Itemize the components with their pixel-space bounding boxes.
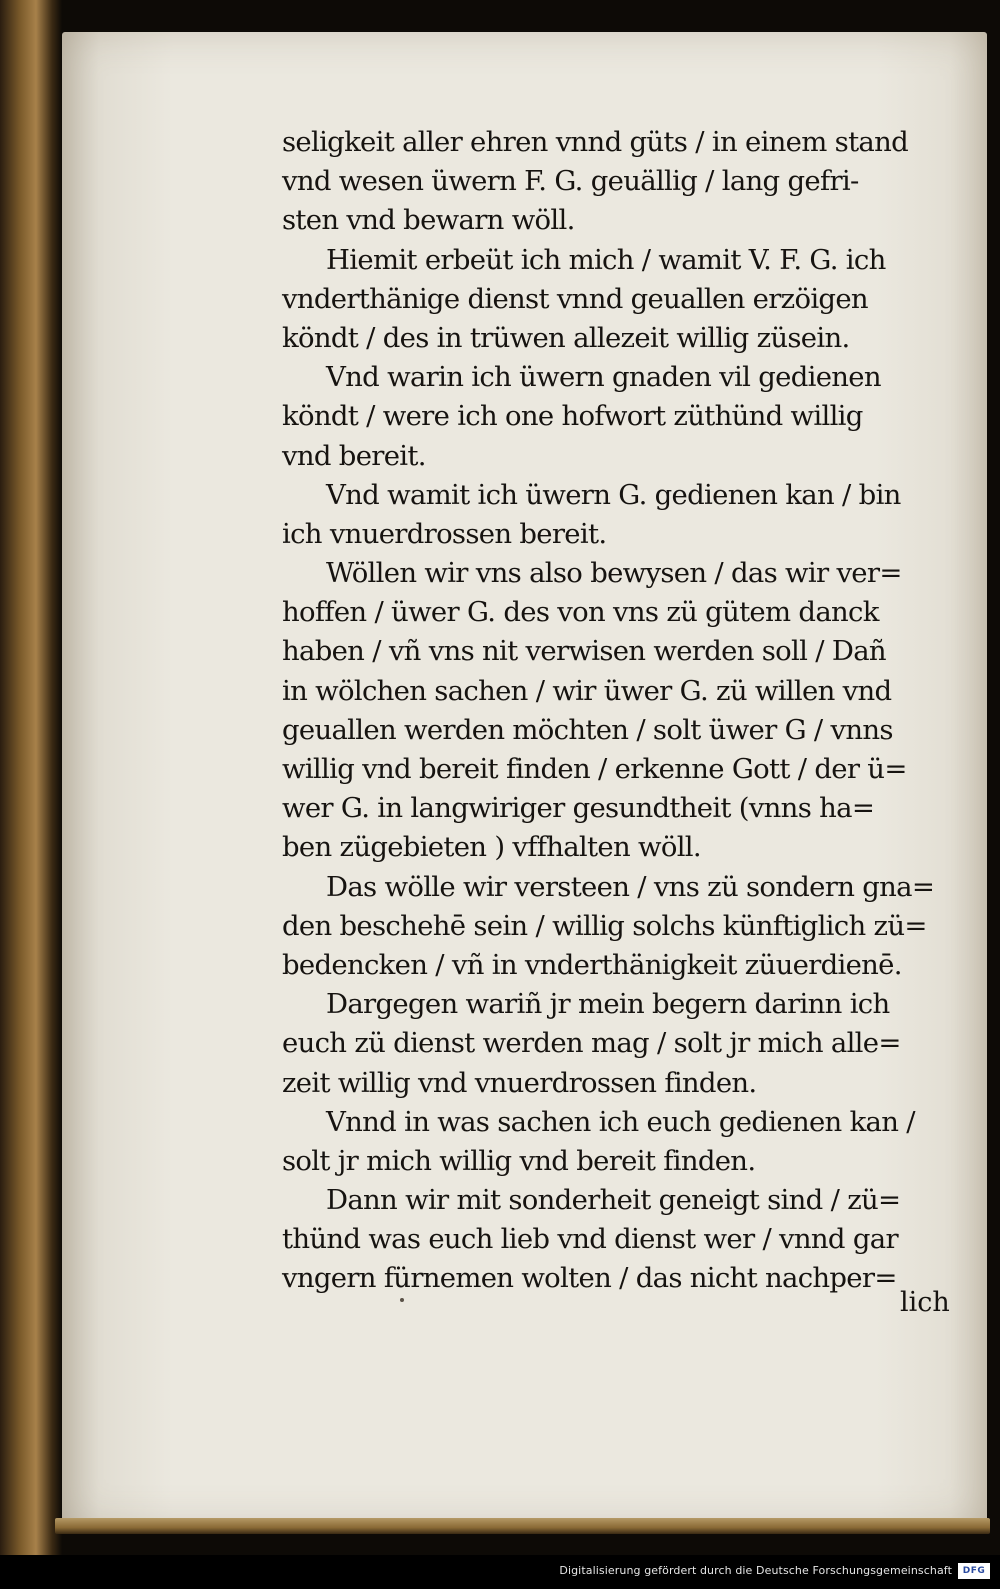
text-line: köndt / des in trüwen allezeit willig züsein. bbox=[282, 321, 850, 354]
text-line: hoffen / üwer G. des von vns zü gütem danck bbox=[282, 596, 879, 629]
text-line: Das wölle wir versteen / vns zü sondern gna= bbox=[326, 870, 935, 903]
text-line: wer G. in langwiriger gesundtheit (vnns ha= bbox=[282, 792, 875, 825]
ink-speck bbox=[400, 1298, 404, 1302]
text-line: vnderthänige dienst vnnd geuallen erzöigen bbox=[282, 282, 868, 315]
text-line: geuallen werden möchten / solt üwer G / vnns bbox=[282, 713, 893, 746]
page-edge bbox=[55, 1518, 990, 1534]
text-line: Vnnd in was sachen ich euch gedienen kan / bbox=[326, 1105, 915, 1138]
text-line: vngern fürnemen wolten / das nicht nachper= bbox=[282, 1262, 897, 1295]
text-line: Hiemit erbeüt ich mich / wamit V. F. G. ich bbox=[326, 243, 886, 276]
text-line: zeit willig vnd vnuerdrossen finden. bbox=[282, 1066, 757, 1099]
text-line: in wölchen sachen / wir üwer G. zü willen vnd bbox=[282, 674, 892, 707]
catchword: lich bbox=[900, 1287, 950, 1318]
text-line: Vnd warin ich üwern gnaden vil gedienen bbox=[326, 361, 881, 394]
page-text bbox=[282, 123, 952, 1299]
text-line: vnd bereit. bbox=[282, 439, 426, 472]
text-line: seligkeit aller ehren vnnd güts / in einem stand bbox=[282, 126, 909, 158]
text-line: Dann wir mit sonderheit geneigt sind / zü= bbox=[326, 1184, 901, 1217]
dfg-logo: DFG bbox=[958, 1563, 990, 1579]
text-line: ben zügebieten ) vffhalten wöll. bbox=[282, 831, 701, 864]
text-line: Wöllen wir vns also bewysen / das wir ver= bbox=[326, 557, 902, 590]
text-line: thünd was euch lieb vnd dienst wer / vnnd gar bbox=[282, 1223, 898, 1256]
text-line: vnd wesen üwern F. G. geuällig / lang gefri- bbox=[282, 165, 859, 198]
text-line: solt jr mich willig vnd bereit finden. bbox=[282, 1144, 756, 1177]
text-line: bedencken / vñ in vnderthänigkeit züuerdienē. bbox=[282, 948, 902, 981]
text-line: den beschehē sein / willig solchs künftiglich zü= bbox=[282, 909, 927, 942]
text-line: ich vnuerdrossen bereit. bbox=[282, 517, 607, 550]
text-line: sten vnd bewarn wöll. bbox=[282, 204, 575, 237]
text-line: euch zü dienst werden mag / solt jr mich alle= bbox=[282, 1027, 901, 1060]
funding-credit: Digitalisierung gefördert durch die Deutsche Forschungsgemeinschaft bbox=[559, 1564, 952, 1577]
text-line: köndt / were ich one hofwort züthünd willig bbox=[282, 400, 863, 433]
text-line: Dargegen wariñ jr mein begern darinn ich bbox=[326, 988, 890, 1021]
text-line: haben / vñ vns nit verwisen werden soll / Dañ bbox=[282, 635, 886, 668]
text-line: Vnd wamit ich üwern G. gedienen kan / bin bbox=[326, 478, 901, 511]
text-line: willig vnd bereit finden / erkenne Gott / der ü= bbox=[282, 753, 907, 785]
footer-bar bbox=[0, 1555, 1000, 1589]
